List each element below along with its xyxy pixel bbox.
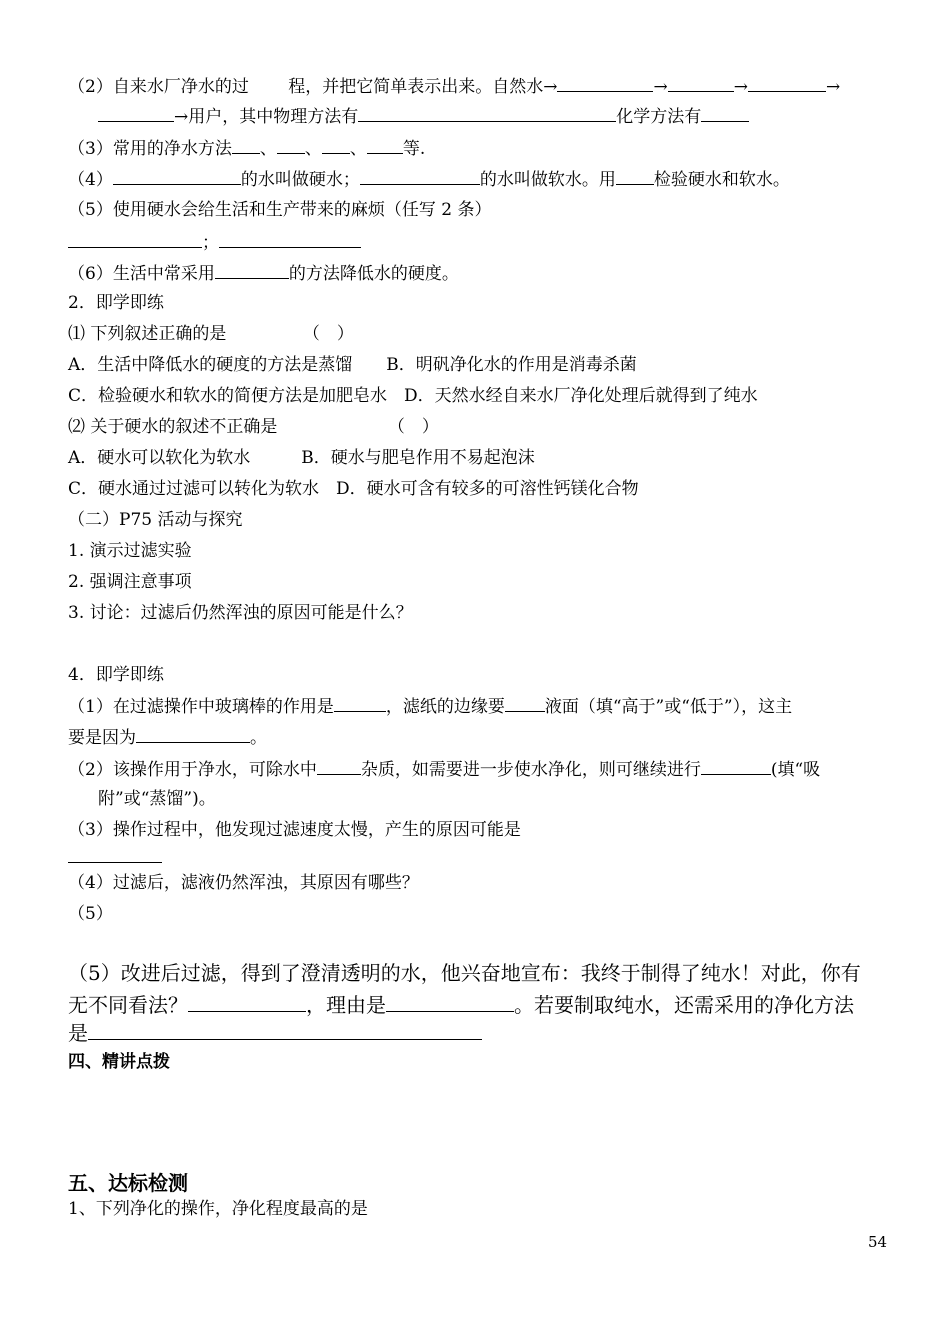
arrow: → — [733, 77, 748, 97]
question-text: 杂质，如需要进一步使水净化，则可继续进行 — [360, 760, 701, 780]
question-text: (填“吸 — [770, 760, 821, 780]
question-text: （2）该操作用于净水，可除水中 — [68, 760, 317, 780]
practice2-q4: （4）过滤后，滤液仍然浑浊，其原因有哪些？ — [68, 873, 419, 893]
separator: ； — [202, 233, 219, 253]
question-text: →用户，其中物理方法有 — [174, 107, 359, 127]
practice2-q2 — [68, 757, 820, 781]
question-6 — [68, 261, 459, 285]
answer-blank[interactable] — [215, 261, 289, 279]
section-5-heading: 五、达标检测 — [68, 1171, 188, 1195]
answer-blank[interactable] — [616, 167, 654, 185]
answer-blank[interactable] — [277, 136, 305, 154]
mcq-1: ⑴ 下列叙述正确的是 （ ） — [68, 324, 354, 344]
practice2-q5-line-1: （5）改进后过滤，得到了澄清透明的水，他兴奋地宣布：我终于制得了纯水！对此，你有 — [68, 961, 861, 985]
separator: 、 — [304, 139, 322, 159]
practice2-q5-label: （5） — [68, 904, 113, 924]
answer-blank[interactable] — [136, 725, 250, 743]
practice2-q2-cont: 附”或“蒸馏”)。 — [98, 789, 216, 809]
answer-blank[interactable] — [68, 230, 202, 248]
practice-heading: 2．即学即练 — [68, 293, 164, 313]
question-text: 无不同看法？ — [68, 993, 188, 1017]
answer-blank[interactable] — [334, 694, 386, 712]
question-text: ，理由是 — [306, 993, 386, 1017]
answer-blank[interactable] — [668, 74, 734, 92]
practice2-q1 — [68, 694, 792, 718]
question-text: 的方法降低水的硬度。 — [288, 264, 459, 284]
activity-item-2: 2. 强调注意事项 — [68, 572, 192, 592]
arrow: → — [653, 77, 668, 97]
question-text: 。 — [250, 728, 267, 748]
question-text: 的水叫做软水。用 — [479, 170, 616, 190]
mcq-1-options-ab: A．生活中降低水的硬度的方法是蒸馏 B．明矾净化水的作用是消毒杀菌 — [68, 355, 637, 375]
question-2-line-2 — [98, 104, 749, 128]
mcq-2-options-cd: C．硬水通过过滤可以转化为软水 D．硬水可含有较多的可溶性钙镁化合物 — [68, 479, 639, 499]
answer-blank[interactable] — [360, 167, 480, 185]
answer-blank[interactable] — [358, 104, 616, 122]
answer-blank[interactable] — [367, 136, 403, 154]
question-text: 是 — [68, 1021, 88, 1045]
answer-blank[interactable] — [219, 230, 361, 248]
answer-blank[interactable] — [505, 694, 545, 712]
separator: 、 — [349, 139, 367, 159]
practice2-q5-line-3 — [68, 1019, 482, 1046]
practice2-q3-answer — [68, 845, 162, 869]
question-text: （1）在过滤操作中玻璃棒的作用是 — [68, 697, 334, 717]
section-5-question-1: 1、下列净化的操作，净化程度最高的是 — [68, 1199, 368, 1219]
activity-item-3: 3. 讨论：过滤后仍然浑浊的原因可能是什么？ — [68, 603, 413, 623]
answer-blank[interactable] — [701, 757, 771, 775]
answer-blank[interactable] — [232, 136, 260, 154]
answer-blank[interactable] — [317, 757, 361, 775]
mcq-2: ⑵ 关于硬水的叙述不正确是 （ ） — [68, 417, 439, 437]
answer-blank[interactable] — [557, 74, 653, 92]
answer-blank[interactable] — [322, 136, 350, 154]
practice2-q5-line-2 — [68, 991, 854, 1018]
mcq-1-options-cd: C．检验硬水和软水的简便方法是加肥皂水 D．天然水经自来水厂净化处理后就得到了纯水 — [68, 386, 758, 406]
question-text: （2）自来水厂净水的过 程，并把它简单表示出来。自然水→ — [68, 77, 558, 97]
question-text: 化学方法有 — [616, 107, 702, 127]
question-text: ，滤纸的边缘要 — [385, 697, 505, 717]
question-2-line-1 — [68, 74, 840, 98]
answer-blank[interactable] — [386, 991, 514, 1012]
question-text: 检验硬水和软水。 — [653, 170, 790, 190]
practice2-q1-cont — [68, 725, 267, 749]
answer-blank[interactable] — [68, 845, 162, 863]
question-text: （6）生活中常采用 — [68, 264, 215, 284]
answer-blank[interactable] — [188, 991, 306, 1012]
answer-blank[interactable] — [748, 74, 826, 92]
question-text: 要是因为 — [68, 728, 136, 748]
question-text: 。若要制取纯水，还需采用的净化方法 — [514, 993, 854, 1017]
practice2-heading: 4．即学即练 — [68, 665, 164, 685]
page-number: 54 — [868, 1233, 888, 1251]
mcq-2-options-ab: A．硬水可以软化为软水 B．硬水与肥皂作用不易起泡沫 — [68, 448, 535, 468]
activity-item-1: 1. 演示过滤实验 — [68, 541, 192, 561]
answer-blank[interactable] — [98, 104, 174, 122]
arrow: → — [825, 77, 841, 97]
question-text: 液面（填“高于”或“低于”），这主 — [544, 697, 793, 717]
answer-blank[interactable] — [701, 104, 749, 122]
question-5-answers — [68, 230, 361, 254]
question-5: （5）使用硬水会给生活和生产带来的麻烦（任写 2 条） — [68, 200, 492, 220]
answer-blank[interactable] — [113, 167, 241, 185]
question-text: 的水叫做硬水； — [240, 170, 360, 190]
separator: 、 — [259, 139, 277, 159]
practice2-q3: （3）操作过程中，他发现过滤速度太慢，产生的原因可能是 — [68, 820, 521, 840]
question-text: （3）常用的净水方法 — [68, 139, 232, 159]
section-4-heading: 四、精讲点拨 — [68, 1052, 170, 1072]
question-text: （4） — [68, 170, 113, 190]
activity-heading: （二）P75 活动与探究 — [68, 510, 243, 530]
question-3 — [68, 136, 425, 160]
question-4 — [68, 167, 790, 191]
answer-blank[interactable] — [88, 1019, 482, 1040]
question-text: 等. — [402, 139, 426, 159]
